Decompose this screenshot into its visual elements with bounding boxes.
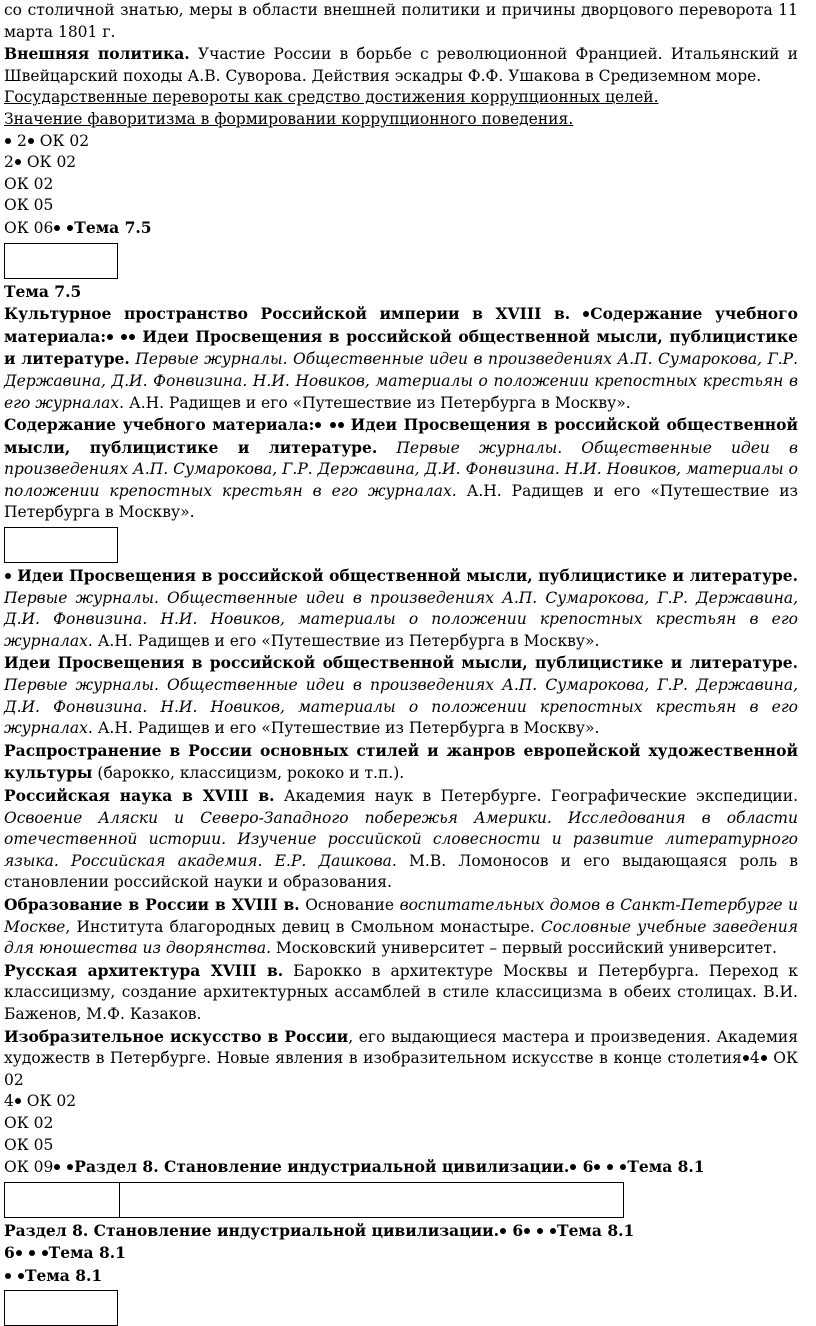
paragraph-enlightenment-bullet [4, 565, 798, 652]
section-label: Раздел 8. Становление индустриальной цивилизации. [4, 1220, 499, 1240]
bullet-icon [761, 1055, 767, 1061]
content-label: Содержание учебного материала: [4, 415, 315, 435]
ok-line-5 [4, 217, 798, 240]
competence-code: ОК 06 [4, 218, 54, 237]
paragraph-content-material [4, 414, 798, 524]
bullet-icon [129, 334, 135, 340]
ok-line-8: ОК 05 [4, 1135, 54, 1154]
bullet-icon [29, 1250, 35, 1256]
enlightenment-heading: Идеи Просвещения в российской общественной мысли, публицистике и литературе. [4, 326, 798, 369]
bullet-icon [570, 1164, 576, 1170]
hours-value: 6 [4, 1243, 15, 1263]
empty-table-cell [5, 1183, 120, 1217]
bullet-icon [315, 422, 321, 428]
section-title: Культурное пространство Российской империи в XVIII в. [4, 304, 571, 324]
bullet-icon [607, 1164, 613, 1170]
hours-value: 6 [577, 1157, 594, 1177]
ok-line-7: ОК 02 [4, 1113, 54, 1132]
ok-line-9 [4, 1156, 798, 1179]
enlightenment-tail: А.Н. Радищев и его «Путешествие из Петербурга в Москву». [92, 719, 600, 738]
science-heading: Российская наука в XVIII в. [4, 786, 275, 805]
hours-value: 4 [749, 1049, 760, 1068]
enlightenment-italic: Первые журналы. Общественные идеи в произведениях А.П. Сумарокова, Г.Р. Державина, Д.И. Фонвизина. Н.И. Новиков, материалы о положении крепостных крестьян в его журналах. [4, 438, 798, 500]
section-8-line-1 [4, 1220, 798, 1243]
bullet-icon [5, 138, 11, 144]
bullet-icon [67, 225, 73, 231]
hours-value: 2 [4, 153, 14, 172]
bullet-icon [583, 311, 589, 317]
competence-code: ОК 02 [21, 1092, 77, 1111]
ok-line-4: ОК 05 [4, 196, 54, 215]
topic-label: Тема 7.5 [74, 217, 152, 237]
paragraph-foreign-policy [4, 43, 798, 87]
topic-label: Тема 8.1 [627, 1157, 705, 1177]
hours-value: 2 [16, 131, 27, 150]
bullet-icon [620, 1164, 626, 1170]
paragraph-science [4, 785, 798, 894]
bullet-icon [107, 334, 113, 340]
competence-code: ОК 02 [26, 153, 77, 172]
topic-label: Тема 8.1 [557, 1220, 635, 1240]
paragraph-fine-arts [4, 1026, 798, 1092]
bullet-icon [330, 422, 336, 428]
enlightenment-italic: Первые журналы. Общественные идеи в произведениях А.П. Сумарокова, Г.Р. Державина, Д.И. Фонвизина. Н.И. Новиков, материалы о положении крепостных крестьян в его журналах. [4, 588, 798, 650]
empty-table-row [4, 1182, 624, 1218]
bullet-icon [338, 422, 344, 428]
topic-label: Тема 8.1 [48, 1243, 126, 1263]
bullet-icon [5, 1273, 11, 1279]
ok-line-6 [4, 1091, 798, 1113]
paragraph-culture-heading [4, 303, 798, 414]
bullet-icon [67, 1164, 73, 1170]
bullet-icon [18, 1273, 24, 1279]
education-text: Основание [299, 895, 395, 914]
enlightenment-heading: Идеи Просвещения в российской общественной мысли, публицистике и литературе. [17, 566, 798, 586]
fine-arts-heading: Изобразительное искусство в России [4, 1026, 349, 1046]
bullet-icon [42, 1250, 48, 1256]
education-tail: Московский университет – первый российский университет. [271, 939, 777, 958]
bullet-icon [16, 1250, 22, 1256]
bullet-icon [15, 159, 21, 165]
ok-line-3: ОК 02 [4, 174, 54, 193]
education-heading: Образование в России в XVIII в. [4, 894, 300, 914]
paragraph-education [4, 894, 798, 960]
bullet-icon [28, 138, 34, 144]
competence-code: ОК 02 [4, 1049, 798, 1089]
paragraph-enlightenment [4, 652, 798, 739]
empty-table-cell [4, 243, 118, 279]
content-label: Содержание учебного материала: [4, 304, 798, 346]
bullet-icon [5, 573, 11, 579]
bullet-icon [743, 1055, 749, 1061]
section-label: Раздел 8. Становление индустриальной цивилизации. [74, 1157, 570, 1177]
architecture-text: Барокко в архитектуре Москвы и Петербурга. Переход к классицизму, создание архитектурных ассамблей в стиле классицизма в обеих столицах. В.И. Баженов, М.Ф. Казаков. [4, 961, 798, 1023]
section-8-line-3 [4, 1265, 798, 1288]
empty-table-cell [120, 1183, 623, 1217]
underlined-line-coups: Государственные перевороты как средство достижения коррупционных целей. [4, 88, 659, 107]
table-row-empty [4, 1182, 798, 1218]
bullet-icon [537, 1228, 543, 1234]
foreign-policy-heading: Внешняя политика. [4, 44, 190, 64]
bullet-icon [594, 1164, 600, 1170]
ok-line-2 [4, 152, 798, 174]
bullet-icon [500, 1228, 506, 1234]
enlightenment-heading: Идеи Просвещения в российской общественной мысли, публицистике и литературе. [4, 415, 798, 457]
empty-table-cell [4, 1290, 118, 1326]
science-italic: Освоение Аляски и Северо-Западного побережья Америки. Исследования в области отечественной истории. Изучение российской словесности и развитие литературного языка. Российская академия. Е.Р. Дашкова. [4, 808, 798, 870]
styles-heading: Распространение в России основных стилей и жанров европейской художественной культуры [4, 740, 798, 783]
bullet-icon [54, 1164, 60, 1170]
paragraph-intro: со столичной знатью, меры в области внешней политики и причины дворцового переворота 11 марта 1801 г. [4, 1, 798, 41]
science-tail: М.В. Ломоносов и его выдающаяся роль в становлении российской науки и образования. [4, 851, 798, 892]
enlightenment-italic: Первые журналы. Общественные идеи в произведениях А.П. Сумарокова, Г.Р. Державина, Д.И. Фонвизина. Н.И. Новиков, материалы о положении крепостных крестьян в его журналах. [4, 676, 798, 738]
enlightenment-tail: А.Н. Радищев и его «Путешествие из Петербурга в Москву». [124, 393, 631, 412]
paragraph-architecture [4, 960, 798, 1026]
section-8-line-2 [4, 1242, 798, 1265]
bullet-icon [524, 1228, 530, 1234]
styles-text: (барокко, классицизм, рококо и т.п.). [92, 764, 405, 783]
enlightenment-heading: Идеи Просвещения в российской общественной мысли, публицистике и литературе. [4, 653, 798, 673]
ok-line-1 [4, 131, 798, 153]
bullet-icon [121, 334, 127, 340]
science-text: Академия наук в Петербурге. Географические экспедиции. [274, 787, 798, 805]
topic-label: Тема 8.1 [24, 1265, 103, 1285]
paragraph-styles [4, 740, 798, 785]
enlightenment-tail: А.Н. Радищев и его «Путешествие из Петербурга в Москву». [4, 481, 798, 522]
fine-arts-text: , его выдающиеся мастера и произведения. Академия художеств в Петербурге. Новые явления в изобразительном искусстве в конце столетия [4, 1027, 798, 1068]
empty-table-cell [4, 527, 118, 563]
hours-value: 4 [4, 1092, 14, 1111]
underlined-line-favoritism: Значение фаворитизма в формировании коррупционного поведения. [4, 109, 574, 128]
competence-code: ОК 02 [39, 131, 90, 150]
education-italic: воспитательных домов в Санкт-Петербурге и Москве [4, 895, 798, 936]
architecture-heading: Русская архитектура XVIII в. [4, 960, 284, 980]
bullet-icon [15, 1098, 21, 1104]
bullet-icon [54, 225, 60, 231]
bullet-icon [550, 1228, 556, 1234]
enlightenment-tail: А.Н. Радищев и его «Путешествие из Петербурга в Москву». [92, 631, 600, 650]
competence-code: ОК 09 [4, 1158, 54, 1177]
education-italic-2: Сословные учебные заведения для юношества из дворянства. [4, 917, 798, 958]
topic-heading-7-5: Тема 7.5 [4, 281, 82, 301]
hours-value: 6 [506, 1220, 524, 1240]
enlightenment-italic: Первые журналы. Общественные идеи в произведениях А.П. Сумарокова, Г.Р. Державина, Д.И. Фонвизина. Н.И. Новиков, материалы о положении крепостных крестьян в его журналах. [4, 350, 798, 412]
foreign-policy-text: Участие России в борьбе с революционной Францией. Итальянский и Швейцарский походы А.В. Суворова. Действия эскадры Ф.Ф. Ушакова в Средиземном море. [4, 45, 799, 85]
education-text-2: , Института благородных девиц в Смольном монастыре. [65, 917, 535, 936]
